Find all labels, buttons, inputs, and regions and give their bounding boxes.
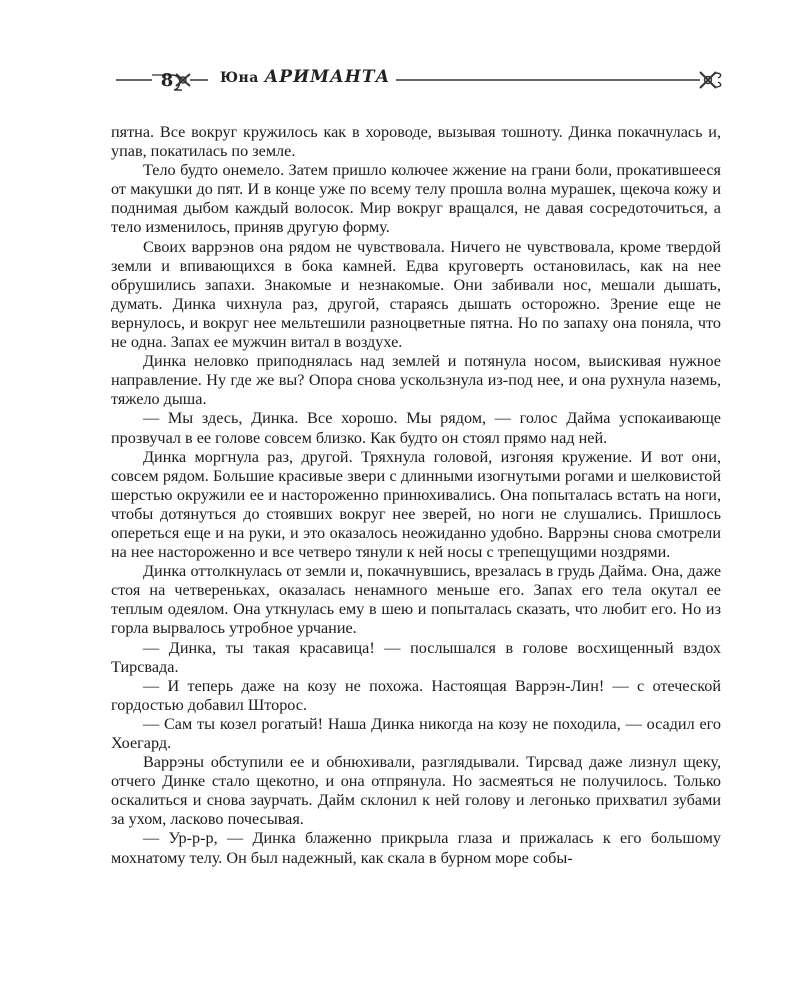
- paragraph: Варрэны обступили ее и обнюхивали, разглядывали. Тирсвад даже лизнул щеку, отчего Динке стало щекотно, и она отпрянула. Но засмеяться не получилось. Только оскалиться и снова заурчать. Дайм склонил к ней голову и легонько прихватил зубами за ухом, ласково почесывая.: [111, 753, 721, 829]
- page-number: 8: [160, 70, 174, 91]
- paragraph: Своих варрэнов она рядом не чувствовала. Ничего не чувствовала, кроме твердой земли и впивающихся в бока камней. Едва круговерть остановилась, как на нее обрушились запахи. Знакомые и незнакомые. Они забивали нос, мешали дышать, думать. Динка чихнула раз, другой, стараясь дышать осторожно. Зрение еще не вернулось, и вокруг нее мельтешили разноцветные пятна. Но по запаху она поняла, что не одна. Запах ее мужчин витал в воздухе.: [111, 237, 721, 352]
- paragraph: — Мы здесь, Динка. Все хорошо. Мы рядом, — голос Дайма успокаивающе прозвучал в ее голове совсем близко. Как будто он стоял прямо над ней.: [111, 409, 721, 447]
- running-title: [214, 67, 396, 87]
- paragraph: — Ур-р-р, — Динка блаженно прикрыла глаза и прижалась к его большому мохнатому телу. Он был надежный, как скала в бурном море собы-: [111, 829, 721, 867]
- paragraph: Динка моргнула раз, другой. Тряхнула головой, изгоняя кружение. И вот они, совсем рядом. Большие красивые звери с длинными изогнутыми рогами и шелковистой шерстью окружили ее и настороженно принюхивались. Она попыталась встать на ноги, чтобы дотянуться до стоявших вокруг нее зверей, но ноги не слушались. Пришлось опереться еще и на руки, и это оказалось неожиданно удобно. Варрэны снова смотрели на нее настороженно и все четверо тянули к ней носы с трепещущими ноздрями.: [111, 447, 721, 562]
- paragraph: — Сам ты козел рогатый! Наша Динка никогда на козу не походила, — осадил его Хоегард.: [111, 714, 721, 752]
- paragraph: пятна. Все вокруг кружилось как в хороводе, вызывая тошноту. Динка покачнулась и, упав, покатилась по земле.: [111, 123, 721, 161]
- paragraph: Динка неловко приподнялась над землей и потянула носом, выискивая нужное направление. Ну где же вы? Опора снова ускользнула из-под нее, и она рухнула наземь, тяжело дыша.: [111, 352, 721, 409]
- paragraph: Динка оттолкнулась от земли и, покачнувшись, врезалась в грудь Дайма. Она, даже стоя на четвереньках, оказалась ненамного меньше его. Запах его тела окутал ее теплым одеялом. Она уткнулась ему в шею и попыталась сказать, что любит его. Но из горла вырвалось утробное урчание.: [111, 562, 721, 638]
- author-last-name: АРИМАНТА: [264, 67, 391, 87]
- header-ornament: [112, 66, 724, 98]
- paragraph: — И теперь даже на козу не похожа. Настоящая Варрэн-Лин! — с отеческой гордостью добавил Шторос.: [111, 676, 721, 714]
- body-text: [111, 123, 721, 868]
- paragraph: — Динка, ты такая красавица! — послышался в голове восхищенный вздох Тирсвада.: [111, 638, 721, 676]
- author-first-name: Юна: [220, 70, 259, 86]
- page-header: [112, 66, 724, 98]
- paragraph: Тело будто онемело. Затем пришло колючее жжение на грани боли, прокатившееся от макушки до пят. И в конце уже по всему телу прошла волна мурашек, щекоча кожу и поднимая дыбом каждый волосок. Мир вокруг вращался, не давая сосредоточиться, а тело изменилось, приняв другую форму.: [111, 161, 721, 237]
